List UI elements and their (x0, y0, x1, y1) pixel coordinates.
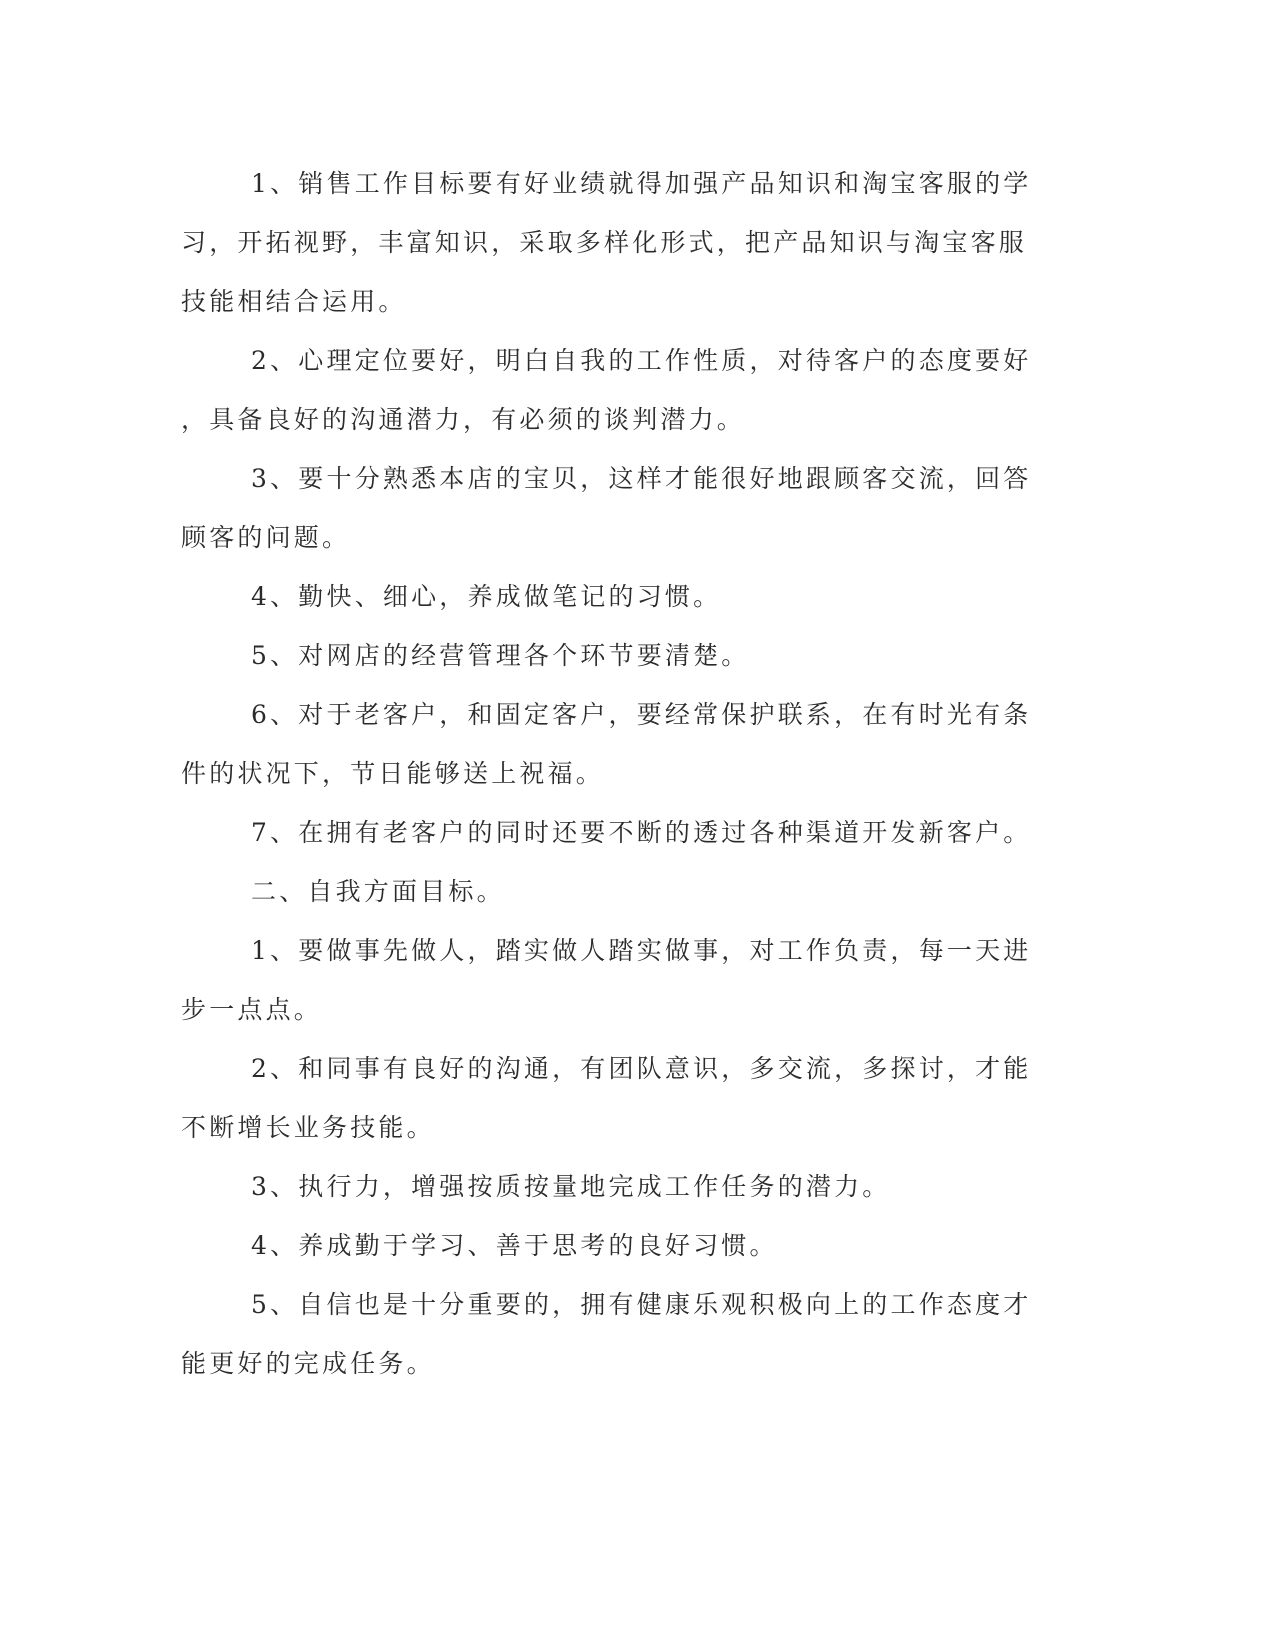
text-line: 3、执行力，增强按质按量地完成工作任务的潜力。 (251, 1172, 891, 1201)
text-line: 2、心理定位要好，明白自我的工作性质，对待客户的态度要好 (251, 346, 1032, 375)
text-line: 4、勤快、细心，养成做笔记的习惯。 (251, 582, 722, 611)
text-line: 2、和同事有良好的沟通，有团队意识，多交流，多探讨，才能 (251, 1054, 1032, 1083)
text-line: 1、要做事先做人，踏实做人踏实做事，对工作负责，每一天进 (251, 936, 1032, 965)
text-line: 能更好的完成任务。 (181, 1349, 435, 1378)
document-body (181, 154, 1032, 1393)
text-line: 3、要十分熟悉本店的宝贝，这样才能很好地跟顾客交流，回答 (251, 464, 1032, 493)
text-line: 5、对网店的经营管理各个环节要清楚。 (251, 641, 750, 670)
section-heading: 二、自我方面目标。 (251, 877, 505, 906)
text-line: 4、养成勤于学习、善于思考的良好习惯。 (251, 1231, 778, 1260)
text-line: 件的状况下，节日能够送上祝福。 (181, 759, 605, 788)
text-line: 6、对于老客户，和固定客户，要经常保护联系，在有时光有条 (251, 700, 1032, 729)
text-line: 习，开拓视野，丰富知识，采取多样化形式，把产品知识与淘宝客服 (181, 228, 1028, 257)
text-line: 7、在拥有老客户的同时还要不断的透过各种渠道开发新客户。 (251, 818, 1032, 847)
text-line: 步一点点。 (181, 995, 323, 1024)
text-line: 顾客的问题。 (181, 523, 351, 552)
text-line: 不断增长业务技能。 (181, 1113, 435, 1142)
text-line: 技能相结合运用。 (181, 287, 407, 316)
text-line: 5、自信也是十分重要的，拥有健康乐观积极向上的工作态度才 (251, 1290, 1032, 1319)
text-line: ，具备良好的沟通潜力，有必须的谈判潜力。 (181, 405, 746, 434)
text-line: 1、销售工作目标要有好业绩就得加强产品知识和淘宝客服的学 (251, 169, 1032, 198)
